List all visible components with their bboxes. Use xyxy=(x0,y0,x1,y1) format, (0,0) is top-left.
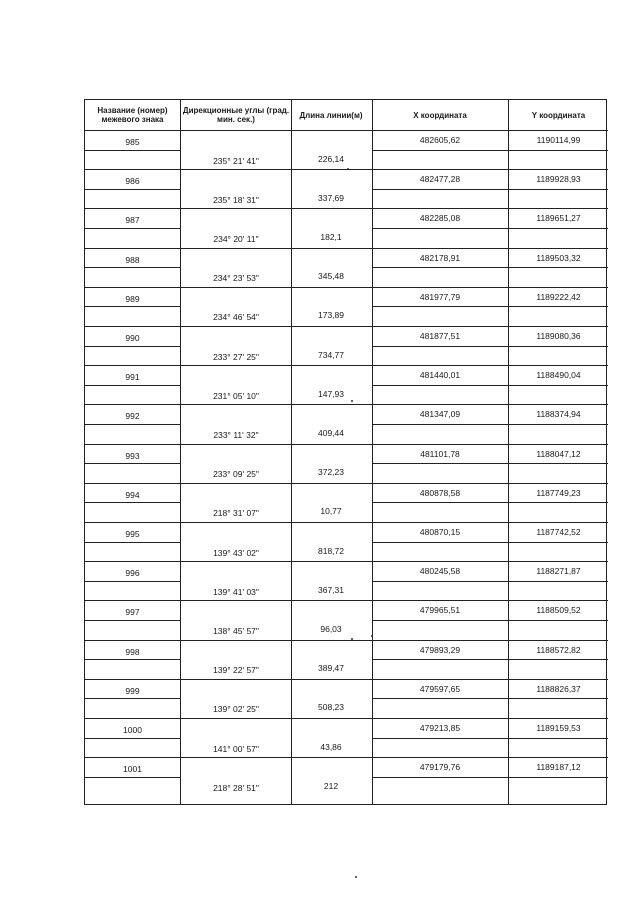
direction-angle: 234° 20' 11" xyxy=(213,234,259,244)
line-length: 337,69 xyxy=(318,193,344,203)
line-length: 345,48 xyxy=(318,271,344,281)
row-divider xyxy=(372,424,608,425)
y-coordinate: 1187742,52 xyxy=(536,527,581,537)
coordinates-table xyxy=(84,99,607,805)
line-length: 372,23 xyxy=(318,467,344,477)
row-divider xyxy=(85,738,181,739)
y-coordinate: 1190114,99 xyxy=(536,135,581,145)
x-coordinate: 482285,08 xyxy=(419,213,461,223)
row-divider xyxy=(372,542,608,543)
row-divider xyxy=(372,346,608,347)
line-length: 182,1 xyxy=(320,232,342,242)
point-name: 987 xyxy=(125,215,140,225)
y-coordinate: 1189503,32 xyxy=(536,253,581,263)
x-coordinate: 480870,15 xyxy=(419,527,461,537)
x-coordinate: 482477,28 xyxy=(419,174,461,184)
direction-angle: 235° 18' 31" xyxy=(213,195,259,205)
direction-angle: 139° 41' 03" xyxy=(213,587,259,597)
scan-speck xyxy=(351,400,353,402)
scan-speck xyxy=(355,876,357,878)
row-divider xyxy=(85,698,181,699)
row-divider xyxy=(85,150,181,151)
scan-speck xyxy=(371,635,373,637)
row-divider xyxy=(85,326,608,327)
line-length: 10,77 xyxy=(320,506,342,516)
x-coordinate: 481347,09 xyxy=(419,409,461,419)
row-divider xyxy=(85,267,181,268)
point-name: 997 xyxy=(125,607,140,617)
point-name: 992 xyxy=(125,411,140,421)
x-coordinate: 481877,51 xyxy=(419,331,461,341)
point-name: 999 xyxy=(125,686,140,696)
row-divider xyxy=(85,287,608,288)
row-divider xyxy=(85,130,608,131)
line-length: 734,77 xyxy=(318,350,344,360)
point-name: 1001 xyxy=(123,764,142,774)
direction-angle: 235° 21' 41" xyxy=(213,156,259,166)
point-name: 998 xyxy=(125,647,140,657)
row-divider xyxy=(372,228,608,229)
column-divider xyxy=(291,100,292,804)
y-coordinate: 1189928,93 xyxy=(536,174,581,184)
y-coordinate: 1188509,52 xyxy=(536,605,581,615)
direction-angle: 139° 02' 25" xyxy=(213,704,259,714)
line-length: 147,93 xyxy=(318,389,344,399)
row-divider xyxy=(85,640,608,641)
row-divider xyxy=(85,463,181,464)
row-divider xyxy=(85,659,181,660)
point-name: 1000 xyxy=(123,725,142,735)
row-divider xyxy=(85,600,608,601)
y-coordinate: 1188374,94 xyxy=(536,409,581,419)
direction-angle: 233° 27' 25" xyxy=(213,352,259,362)
x-coordinate: 480245,58 xyxy=(419,566,461,576)
x-coordinate: 479213,85 xyxy=(419,723,461,733)
line-length: 226,14 xyxy=(318,154,344,164)
row-divider xyxy=(85,757,608,758)
direction-angle: 139° 22' 57" xyxy=(213,665,259,675)
row-divider xyxy=(372,463,608,464)
line-length: 508,23 xyxy=(318,702,344,712)
y-coordinate: 1189651,27 xyxy=(536,213,581,223)
row-divider xyxy=(85,444,608,445)
row-divider xyxy=(85,248,608,249)
line-length: 173,89 xyxy=(318,310,344,320)
row-divider xyxy=(85,306,181,307)
x-coordinate: 479893,29 xyxy=(419,645,461,655)
row-divider xyxy=(85,777,181,778)
row-divider xyxy=(85,404,608,405)
row-divider xyxy=(85,542,181,543)
row-divider xyxy=(85,620,181,621)
scan-speck xyxy=(351,638,353,640)
point-name: 990 xyxy=(125,333,140,343)
row-divider xyxy=(85,679,608,680)
x-coordinate: 481977,79 xyxy=(419,292,461,302)
row-divider xyxy=(372,502,608,503)
y-coordinate: 1189222,42 xyxy=(536,292,581,302)
y-coordinate: 1187749,23 xyxy=(536,488,581,498)
point-name: 993 xyxy=(125,451,140,461)
row-divider xyxy=(85,581,181,582)
point-name: 986 xyxy=(125,176,140,186)
row-divider xyxy=(372,659,608,660)
row-divider xyxy=(372,189,608,190)
y-coordinate: 1189080,36 xyxy=(536,331,581,341)
direction-angle: 233° 09' 25" xyxy=(213,469,259,479)
row-divider xyxy=(372,150,608,151)
line-length: 96,03 xyxy=(320,624,342,634)
row-divider xyxy=(85,189,181,190)
y-coordinate: 1188490,04 xyxy=(536,370,581,380)
row-divider xyxy=(372,777,608,778)
x-coordinate: 482605,62 xyxy=(419,135,461,145)
row-divider xyxy=(372,306,608,307)
row-divider xyxy=(372,267,608,268)
row-divider xyxy=(85,561,608,562)
row-divider xyxy=(85,365,608,366)
point-name: 996 xyxy=(125,568,140,578)
row-divider xyxy=(85,483,608,484)
point-name: 985 xyxy=(125,137,140,147)
direction-angle: 218° 28' 51" xyxy=(213,783,259,793)
row-divider xyxy=(85,502,181,503)
line-length: 212 xyxy=(323,781,339,791)
y-coordinate: 1189159,53 xyxy=(536,723,581,733)
row-divider xyxy=(372,738,608,739)
x-coordinate: 479965,51 xyxy=(419,605,461,615)
row-divider xyxy=(372,581,608,582)
point-name: 995 xyxy=(125,529,140,539)
header-line-length: Длина линии(м) xyxy=(299,110,363,120)
x-coordinate: 479179,76 xyxy=(419,762,461,772)
direction-angle: 231° 05' 10" xyxy=(213,391,259,401)
row-divider xyxy=(372,620,608,621)
header-point-name: Название (номер) межевого знака xyxy=(97,106,168,124)
x-coordinate: 480878,58 xyxy=(419,488,461,498)
direction-angle: 234° 23' 53" xyxy=(213,273,259,283)
point-name: 994 xyxy=(125,490,140,500)
direction-angle: 234° 46' 54" xyxy=(213,312,259,322)
line-length: 818,72 xyxy=(318,546,344,556)
point-name: 991 xyxy=(125,372,140,382)
row-divider xyxy=(85,718,608,719)
y-coordinate: 1188047,12 xyxy=(536,449,581,459)
scan-speck xyxy=(347,168,349,170)
y-coordinate: 1188826,37 xyxy=(536,684,581,694)
x-coordinate: 482178,91 xyxy=(419,253,461,263)
row-divider xyxy=(85,228,181,229)
y-coordinate: 1188572,82 xyxy=(536,645,581,655)
x-coordinate: 481101,78 xyxy=(420,449,460,459)
header-x-coordinate: X координата xyxy=(413,110,467,120)
row-divider xyxy=(85,424,181,425)
row-divider xyxy=(85,208,608,209)
y-coordinate: 1188271,87 xyxy=(536,566,581,576)
direction-angle: 141° 00' 57" xyxy=(213,744,259,754)
direction-angle: 139° 43' 02" xyxy=(213,548,259,558)
point-name: 988 xyxy=(125,255,140,265)
line-length: 389,47 xyxy=(318,663,344,673)
header-direction-angle: Дирекционные углы (град. мин. сек.) xyxy=(182,106,290,124)
direction-angle: 218° 31' 07" xyxy=(213,508,259,518)
row-divider xyxy=(85,522,608,523)
header-y-coordinate: Y координата xyxy=(531,110,586,120)
x-coordinate: 479597,65 xyxy=(419,684,461,694)
point-name: 989 xyxy=(125,294,140,304)
row-divider xyxy=(372,385,608,386)
x-coordinate: 481440,01 xyxy=(419,370,461,380)
row-divider xyxy=(372,698,608,699)
direction-angle: 138° 45' 57" xyxy=(213,626,259,636)
line-length: 367,31 xyxy=(318,585,344,595)
row-divider xyxy=(85,346,181,347)
row-divider xyxy=(85,385,181,386)
line-length: 409,44 xyxy=(318,428,344,438)
direction-angle: 233° 11' 32" xyxy=(213,430,259,440)
y-coordinate: 1189187,12 xyxy=(536,762,581,772)
line-length: 43,86 xyxy=(320,742,342,752)
